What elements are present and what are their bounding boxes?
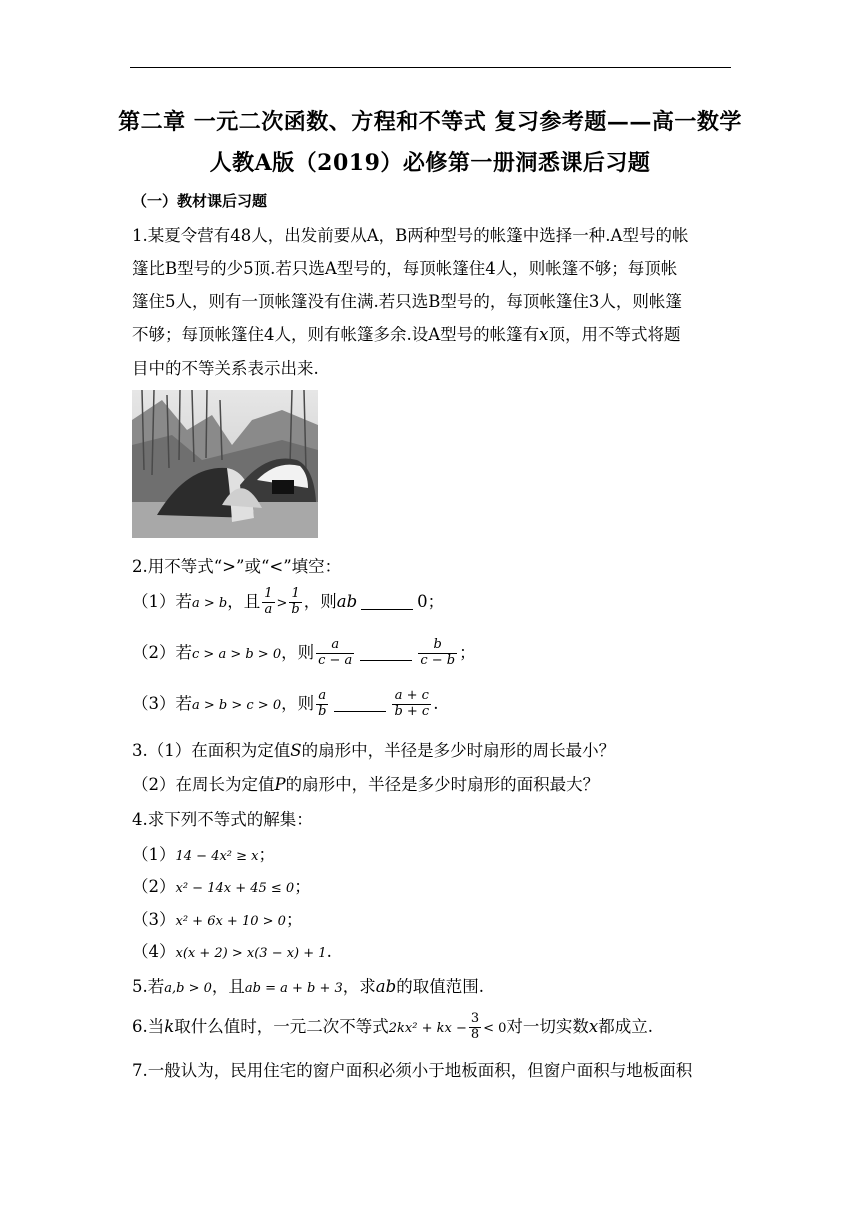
q1-line-2: 篷比B型号的少5顶.若只选A型号的，每顶帐篷住4人，则帐篷不够；每顶帐 — [132, 259, 678, 278]
answer-blank-3[interactable] — [334, 697, 386, 712]
fraction-a-over-b: $\frac{a}{b}$ — [318, 688, 327, 719]
q1-line-1: 1.某夏令营有48人，出发前要从A，B两种型号的帐篷中选择一种.A型号的帐 — [132, 226, 689, 245]
q4-item-2: （2）x² − 14x + 45 ≤ 0； — [132, 877, 311, 896]
q1-variable: x — [539, 325, 549, 344]
fraction-b-over-c-minus-b: $\frac{b}{c - b}$ — [420, 637, 456, 668]
q1-line-5: 目中的不等关系表示出来. — [132, 359, 319, 378]
fraction-1-over-a: $\frac{1}{a}$ — [264, 586, 273, 617]
q3-part-1: 3.（1）在面积为定值S的扇形中，半径是多少时扇形的周长最小？ — [132, 741, 616, 760]
page-title: 第二章 一元二次函数、方程和不等式 复习参考题——高一数学 — [118, 109, 742, 135]
q4-item-1: （1）14 − 4x² ≥ x； — [132, 845, 276, 864]
q2-part-3: （3）若a > b > c > 0，则 $\frac{a}{b}$ $\frac{a + c}{b + c}$ . — [132, 688, 439, 719]
q4-item-4: （4）x(x + 2) > x(3 − x) + 1. — [132, 942, 332, 961]
q1-line-3: 篷住5人，则有一顶帐篷没有住满.若只选B型号的，每顶帐篷住3人，则帐篷 — [132, 292, 682, 311]
q2-part-2: （2）若c > a > b > 0，则 $\frac{a}{c - a}$ $\frac{b}{c - b}$ ； — [132, 637, 476, 668]
q1-line-4: 不够；每顶帐篷住4人，则有帐篷多余.设A型号的帐篷有x顶，用不等式将题 — [132, 325, 681, 344]
q5: 5.若a,b > 0，且ab = a + b + 3，求ab的取值范围. — [132, 977, 484, 996]
answer-blank-1[interactable] — [361, 595, 413, 610]
q2-intro: 2.用不等式“>”或“<”填空： — [132, 557, 342, 576]
q4-item-3: （3）x² + 6x + 10 > 0； — [132, 910, 303, 929]
fraction-3-over-8: $\frac{3}{8}$ — [470, 1011, 480, 1042]
fraction-a-plus-c-over-b-plus-c: $\frac{a + c}{b + c}$ — [394, 688, 430, 719]
fraction-1-over-b: $\frac{1}{b}$ — [291, 586, 300, 617]
section-heading: （一）教材课后习题 — [132, 192, 268, 210]
answer-blank-2[interactable] — [360, 646, 412, 661]
q6: 6.当k取什么值时，一元二次不等式2kx² + kx − $\frac{3}{8}$ < 0对一切实数x都成立. — [132, 1011, 653, 1042]
q4-intro: 4.求下列不等式的解集： — [132, 810, 313, 829]
tent-photo — [132, 390, 318, 538]
q7-line-1: 7.一般认为，民用住宅的窗户面积必须小于地板面积，但窗户面积与地板面积 — [132, 1061, 693, 1080]
page-subtitle: 人教A版（2019）必修第一册洞悉课后习题 — [209, 150, 651, 176]
header-rule — [130, 67, 731, 68]
fraction-a-over-c-minus-a: $\frac{a}{c - a}$ — [318, 637, 353, 668]
q3-part-2: （2）在周长为定值P的扇形中，半径是多少时扇形的面积最大？ — [132, 775, 600, 794]
q2-part-1: （1）若a > b，且 $\frac{1}{a}$ > $\frac{1}{b}$ ，则ab 0； — [132, 586, 445, 617]
tent-photo-image — [132, 390, 318, 538]
